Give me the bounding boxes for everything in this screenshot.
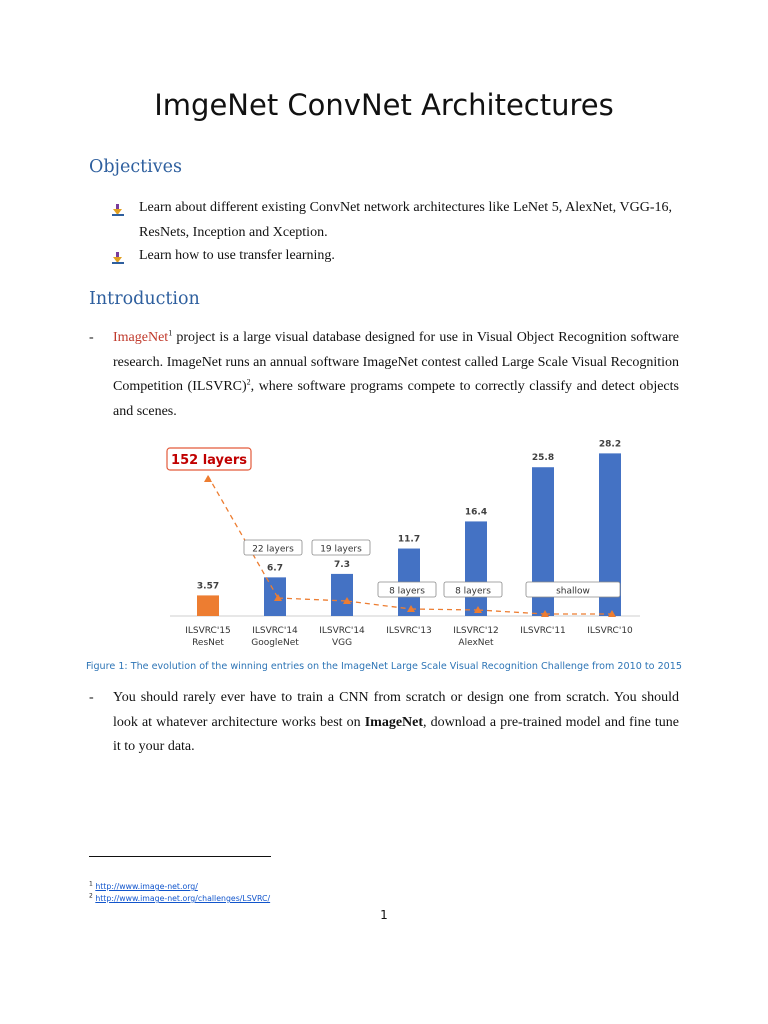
data-label: 11.7 [397, 534, 421, 545]
footnote-ref-2[interactable]: 2 [246, 377, 251, 387]
chart-bar [331, 574, 353, 616]
chart-svg [160, 424, 660, 656]
list-dash: - [89, 330, 94, 345]
layer-callout-label: 22 layers [252, 544, 294, 555]
objective-item-1 [112, 196, 672, 245]
imagenet-bold: ImageNet [364, 714, 424, 730]
chart-bar [264, 577, 286, 616]
x-tick-label: ILSVRC'14 [252, 626, 298, 636]
introduction-heading: Introduction [89, 289, 200, 309]
layer-callout-label: 19 layers [320, 544, 362, 555]
imagenet-link[interactable]: ImageNet [113, 330, 169, 345]
data-label: 6.7 [267, 563, 283, 574]
footnote-ref-1[interactable]: 1 [168, 328, 173, 338]
intro-paragraph-2 [89, 686, 679, 760]
x-tick-label: ILSVRC'11 [520, 626, 566, 636]
objective-item-2 [112, 244, 672, 274]
chart-bar [465, 521, 487, 616]
intro-text: You should rarely ever have to train a CNN from scratch or design one from scratch. You should look at whatever architecture works best on ImageNet, download a pre-trained model and fine tune it to your data. [113, 690, 679, 754]
trend-line-segment [208, 476, 278, 598]
page-title: ImgeNet ConvNet Architectures [154, 88, 614, 122]
x-tick-label: ILSVRC'14 [319, 626, 365, 636]
footnote-link[interactable]: http://www.image-net.org/challenges/LSVRC/ [95, 894, 271, 903]
x-tick-label-sub: VGG [331, 638, 353, 648]
footnote-2 [89, 894, 270, 903]
x-tick-label: ILSVRC'10 [587, 626, 633, 636]
footnote-1 [89, 882, 198, 891]
layer-callout-label: shallow [556, 586, 590, 597]
figure-caption: Figure 1: The evolution of the winning entries on the ImageNet Large Scale Visual Recognition Challenge from 2010 to 2015 [85, 661, 682, 672]
layer-callout-label: 8 layers [455, 586, 491, 597]
data-label: 7.3 [334, 559, 350, 570]
x-tick-label-sub: AlexNet [458, 638, 494, 648]
footnote-number: 1 [89, 880, 93, 888]
trend-marker [204, 475, 212, 482]
x-tick-label-sub: GoogleNet [251, 638, 299, 648]
data-label: 28.2 [598, 439, 622, 450]
x-tick-label: ILSVRC'15 [185, 626, 231, 636]
objectives-heading: Objectives [89, 157, 182, 177]
objective-text: Learn about different existing ConvNet network architectures like LeNet 5, AlexNet, VGG-16, ResNets, Inception and Xception. [139, 200, 672, 240]
layer-callout-label: 152 layers [171, 453, 247, 468]
bullet-arrow-icon [112, 196, 139, 245]
ilsvrc-bar-chart [160, 424, 660, 656]
chart-bar [197, 595, 219, 616]
bullet-arrow-icon [112, 244, 139, 274]
intro-text: ImageNet$^1$ project is a large visual database designed for use in Visual Object Recognition software research. ImageNet runs an annual software ImageNet contest called Large Scale Visual Recognition Competition (ILSVRC)$^2$, where software programs compete to correctly classify and detect objects and scenes. [113, 328, 679, 419]
x-tick-label: ILSVRC'12 [453, 626, 499, 636]
data-label: 25.8 [531, 453, 555, 464]
layer-callout-label: 8 layers [389, 586, 425, 597]
x-tick-label: ILSVRC'13 [386, 626, 432, 636]
page-number: 1 [380, 908, 388, 922]
data-label: 16.4 [464, 507, 488, 518]
objective-text: Learn how to use transfer learning. [139, 248, 335, 263]
footnote-number: 2 [89, 892, 93, 900]
intro-paragraph-1 [89, 326, 679, 424]
footnote-divider [89, 856, 271, 857]
list-dash: - [89, 690, 94, 705]
data-label: 3.57 [196, 581, 220, 592]
x-tick-label-sub: ResNet [192, 638, 224, 648]
footnote-link[interactable]: http://www.image-net.org/ [95, 882, 198, 891]
